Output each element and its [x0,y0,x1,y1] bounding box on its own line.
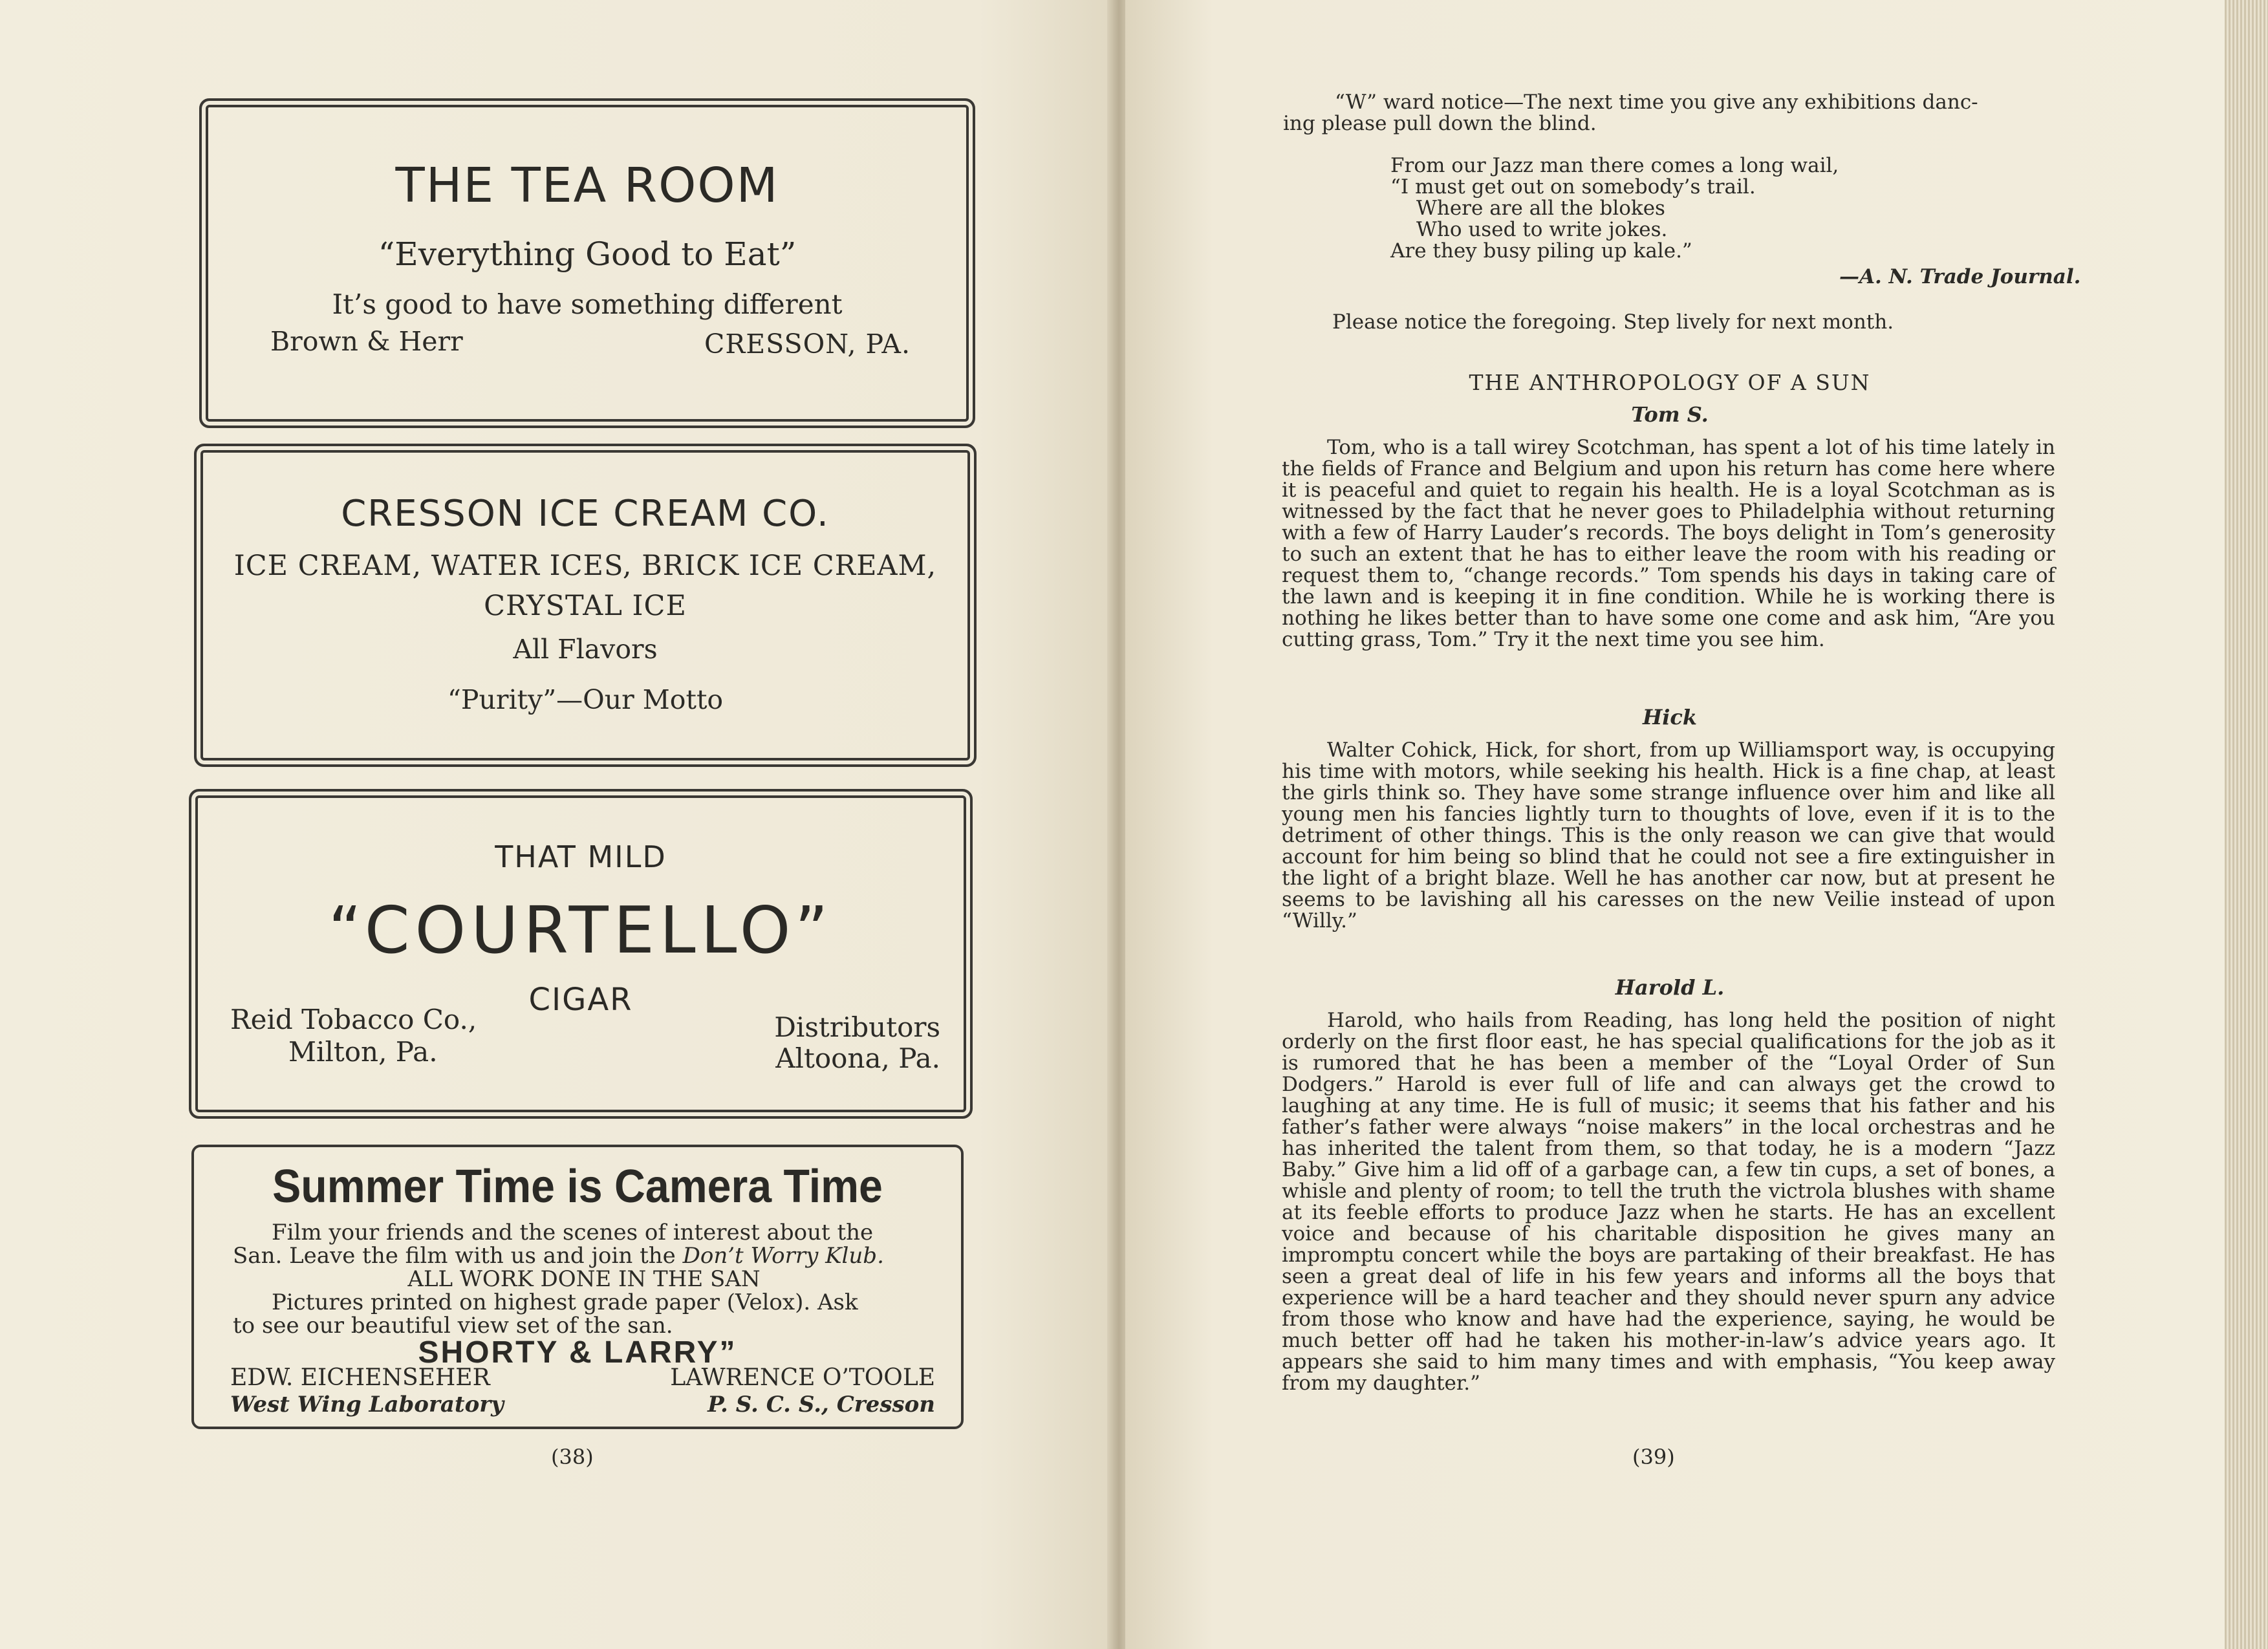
ward-notice: “W” ward notice—The next time you give any exhibitions danc- ing please pull down the blind. [1283,91,1978,135]
ad-slogan: “Everything Good to Eat” [378,235,797,273]
ad-product: CIGAR [528,982,633,1018]
ad-left-name: EDW. EICHENSEHER [230,1364,490,1391]
section-text: Walter Cohick, Hick, for short, from up Williamsport way, is occupying his time with motors, while seeking his health. Hick is a fine chap, at least the girls think so. They have some strange influence over him and like all young men his fancies lightly turn to thoughts of love, even if it is to the detriment of other things. This is the only reason we can give that would account for him being so blind that he could not see a fire extinguisher in the light of a bright blaze. Well he has another car now, but at present he seems to be lavishing all his caresses on the new Veilie instead of upon “Willy.” [1282,738,2055,932]
ad-headline: Summer Time is Camera Time [272,1161,883,1212]
ad-brand: SHORTY & LARRY” [418,1335,737,1370]
ad-brand: “COURTELLO” [328,892,834,968]
section-name: Tom S. [1631,402,1709,427]
ad-distributor-city: Altoona, Pa. [775,1042,940,1074]
section-name: Hick [1642,705,1698,729]
section-text: Harold, who hails from Reading, has long held the position of night orderly on the first floor east, he has special qualifications for the job as it is rumored that he has been a member of the “Loyal Order of Sun Dodgers.” Harold is ever full of life and can always get the crowd to laughing at any time. He is full of music; it seems that his father and his father’s father were always “noise makers” in the local orchestras and he has inherited the talent from them, so that today, he is a modern “Jazz Baby.” Give him a lid off of a garbage can, a few tin cups, a set of bones, a whisle and plenty of room; to tell the truth the victrola blushes with shame at its feeble efforts to produce Jazz when he starts. He has an excellent voice and because of his charitable disposition he gives many an impromptu concert while the boys are partaking of their breakfast. He has seen a great deal of life in his few years and informs all the boys that experience will be a hard teacher and they should never spurn any advice from those who know and have had the experience, saying, he would be much better off had he taken his mother-in-law’s advice years ago. It appears she said to him many times and with emphasis, “You keep away from my daughter.” [1282,1009,2055,1395]
courtello-cigar-ad [195,795,966,1112]
poem [1390,155,2037,262]
ad-distributor-label: Distributors [774,1011,940,1043]
ad-pre: THAT MILD [495,839,667,874]
page-number-left: (38) [551,1445,594,1469]
poem-attribution: —A. N. Trade Journal. [1839,265,2081,288]
ad-location: CRESSON, PA. [704,329,911,360]
section-text: Tom, who is a tall wirey Scotchman, has spent a lot of his time lately in the fields of France and Belgium and upon his return has come here where it is peaceful and quiet to regain his health. He is a loyal Scotchman as is witnessed by the fact that he never goes to Philadelphia without returning with a few of Harry Lauder’s records. The boys delight in Tom’s generosity to such an extent that he has to either leave the room with his reading or request them to, “change records.” Tom spends his days in taking care of the lawn and is keeping it in fine condition. While he is working there is nothing he likes better than to have some one come and ask him, “Are you cutting grass, Tom.” Try it the next time you see him. [1282,436,2055,651]
ice-cream-ad [200,450,970,760]
ad-line: to see our beautiful view set of the san. [233,1313,673,1339]
tea-room-ad [206,105,969,422]
ad-right-place: P. S. C. S., Cresson [707,1392,935,1417]
ad-line: Film your friends and the scenes of interest about the [272,1220,874,1245]
ad-line: CRYSTAL ICE [484,590,687,622]
article-heading: THE ANTHROPOLOGY OF A SUN [1469,370,1871,395]
page-number-right: (39) [1632,1445,1675,1469]
poem-line: Where are all the blokes [1416,197,1665,220]
ad-right-name: LAWRENCE O’TOOLE [670,1364,935,1391]
poem-line: “I must get out on somebody’s trail. [1390,175,1756,199]
ad-title: CRESSON ICE CREAM CO. [341,493,830,535]
section-name: Harold L. [1615,975,1725,1000]
ad-line: All Flavors [513,634,658,665]
poem-line: Are they busy piling up kale.” [1390,239,1692,263]
ad-line: Pictures printed on highest grade paper (Velox). Ask [272,1289,858,1315]
ad-maker-city: Milton, Pa. [288,1036,438,1068]
ad-left-place: West Wing Laboratory [230,1392,504,1417]
ad-line: San. Leave the film with us and join the Don’t Worry Klub. [233,1243,884,1269]
ad-line: ALL WORK DONE IN THE SAN [407,1266,761,1292]
ad-owners: Brown & Herr [270,326,463,357]
ad-tagline: It’s good to have something different [332,288,843,320]
camera-ad [191,1145,964,1429]
second-notice: Please notice the foregoing. Step lively for next month. [1332,310,1894,334]
ad-maker-name: Reid Tobacco Co., [230,1004,477,1035]
ad-motto: “Purity”—Our Motto [447,684,724,715]
poem-line: From our Jazz man there comes a long wail, [1390,154,1839,177]
poem-line: Who used to write jokes. [1416,218,1668,241]
ad-title: THE TEA ROOM [395,158,779,213]
ad-line: ICE CREAM, WATER ICES, BRICK ICE CREAM, [233,550,937,582]
page-edges [2225,0,2268,1649]
